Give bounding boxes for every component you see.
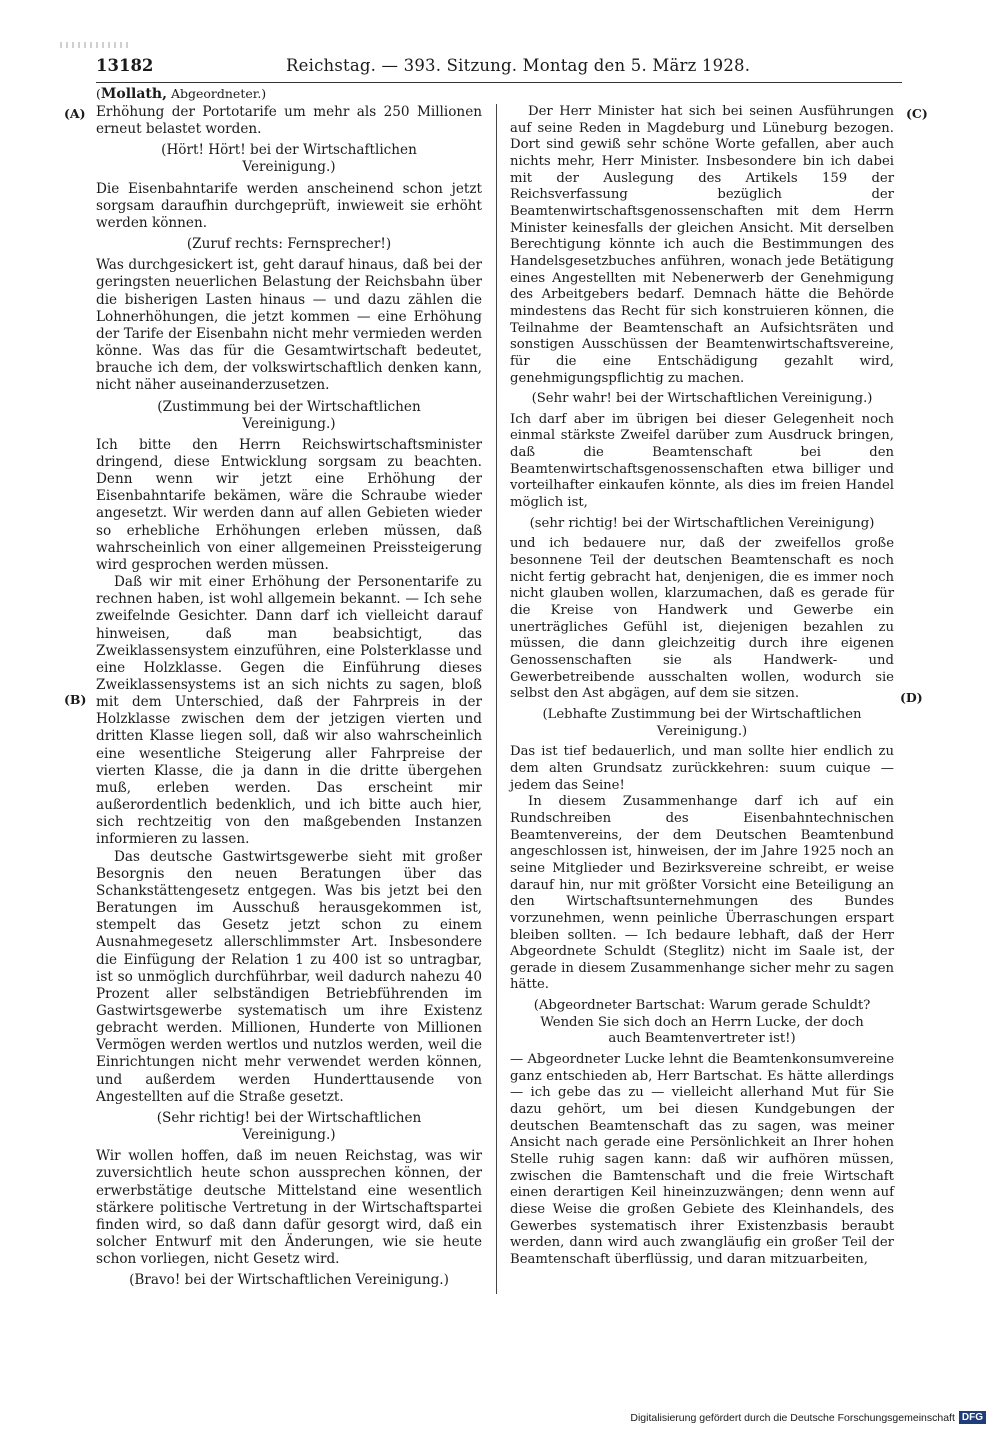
paragraph: Daß wir mit einer Erhöhung der Personentarife zu rechnen haben, ist wohl allgemein bekannt. — Ich sehe zweifelnde Gesichter. Dann darf ich vielleicht darauf hinweisen, daß man beabsichtigt, das Zweiklassensystem einzuführen, eine Polsterklasse und eine Holzklasse. Gegen die Einführung dieses Zweiklassensystems ist an sich nichts zu sagen, bloß mit dem Unterschied, daß der Fahrpreis in der Holzklasse zwischen dem der jetzigen vierten und dritten Klasse liegen soll, daß wir also wahrscheinlich eine wesentliche Steigerung aller Fahrpreise der vierten Klasse, die ja dann in die dritte übergehen muß, erleben werden. Das erscheint mir außerordentlich bedenklich, und ich bitte auch hier, sich rechtzeitig von den maßgebenden Instanzen informieren zu lassen.: [96, 574, 482, 848]
paragraph: Der Herr Minister hat sich bei seinen Ausführungen auf seine Reden in Magdeburg und Lüneburg bezogen. Dort sind gewiß sehr schöne Worte gefallen, aber auch nichts mehr, Herr Minister. Insbesondere bin ich dabei mit der Auslegung des Artikels 159 der Reichsverfassung bezüglich der Beamtenwirtschaftsgenossenschaften mit dem Herrn Minister keinesfalls der gleichen Ansicht. Mit derselben Berechtigung könnte ich auch die Bestimmungen des Handelsgesetzbuches anführen, wonach jede Betätigung eines Angestellten mit Nebenerwerb der Genehmigung des Arbeitgebers bedarf. Demnach hätte die Behörde mindestens das Recht für sich konstruieren können, die Teilnahme der Beamtenschaft an Aufsichtsräten und sonstigen Ausschüssen der Beamtenwirtschaftsvereine, für die eine Entschädigung gezahlt wird, genehmigungspflichtig zu machen.: [510, 104, 894, 386]
scan-speck: [60, 42, 130, 48]
speaker-name: Mollath,: [100, 86, 167, 102]
footer: [630, 1411, 986, 1424]
paragraph: Die Eisenbahntarife werden anscheinend schon jetzt sorgsam daraufhin durchgeprüft, inwieweit sie erhöht werden können.: [96, 180, 482, 231]
paragraph: Das ist tief bedauerlich, und man sollte hier endlich zu dem alten Grundsatz zurückkehren: suum cuique — jedem das Seine!: [510, 744, 894, 793]
running-title: Reichstag. — 393. Sitzung. Montag den 5. März 1928.: [286, 56, 751, 75]
paragraph: Ich darf aber im übrigen bei dieser Gelegenheit noch einmal stärkste Zweifel darüber zum Ausdruck bringen, daß die Beamtenschaft bei den Beamtenwirtschaftsgenossenschaften etwa billiger und vorteilhafter einkaufen könnte, als dies im freien Handel möglich ist,: [510, 411, 894, 511]
footer-credit: Digitalisierung gefördert durch die Deutsche Forschungsgemeinschaft: [630, 1411, 955, 1424]
column-divider: [496, 104, 497, 1294]
interjection: (Bravo! bei der Wirtschaftlichen Vereinigung.): [129, 1272, 449, 1289]
interjection: (Abgeordneter Bartschat: Warum gerade Schuldt? Wenden Sie sich doch an Herrn Lucke, der doch auch Beamtenvertreter ist!): [533, 998, 871, 1047]
interjection: (Zustimmung bei der Wirtschaftlichen Vereinigung.): [157, 398, 421, 432]
margin-marker-d: (D): [900, 690, 923, 705]
header-rule: [96, 82, 902, 83]
speaker-role: Abgeordneter.): [170, 86, 267, 101]
paragraph: Erhöhung der Portotarife um mehr als 250 Millionen erneut belastet worden.: [96, 104, 482, 138]
interjection: (Zuruf rechts: Fernsprecher!): [186, 236, 392, 253]
paragraph: In diesem Zusammenhange darf ich auf ein Rundschreiben des Eisenbahntechnischen Beamtenvereins, der dem Deutschen Beamtenbund angeschlossen ist, hinweisen, der im Jahre 1925 noch an seine Mitglieder und Bezirksvereine schreibt, er weise darauf hin, nur mit größter Vorsicht eine Beteiligung an den Wirtschaftsunternehmungen des Bundes vorzunehmen, wenn peinliche Überraschungen erspart bleiben sollten. — Ich bedaure lebhaft, daß der Herr Abgeordnete Schuldt (Steglitz) nicht im Saale ist, der gerade in diesem Zusammenhange sicher mehr zu sagen hätte.: [510, 794, 894, 993]
dfg-logo: DFG: [959, 1411, 986, 1424]
interjection: (Sehr richtig! bei der Wirtschaftlichen Vereinigung.): [156, 1109, 422, 1144]
margin-marker-b: (B): [64, 692, 87, 707]
right-column: [510, 104, 894, 1269]
interjection: (sehr richtig! bei der Wirtschaftlichen Vereinigung): [529, 515, 875, 531]
paragraph: Wir wollen hoffen, daß im neuen Reichstag, was wir zuversichtlich heute schon aussprechen können, der erwerbstätige deutsche Mittelstand eine wesentlich stärkere politische Vertretung in der Wirtschaftspartei finden wird, so daß dann dafür gesorgt wird, daß ein solcher Entwurf mit den Änderungen, wie sie heute schon vorliegen, nicht Gesetz wird.: [96, 1148, 482, 1268]
paragraph: Ich bitte den Herrn Reichswirtschaftsminister dringend, diese Entwicklung sorgsam zu beachten. Denn wenn wir jetzt eine Erhöhung der Eisenbahntarife bekämen, wäre die Schraube wieder angesetzt. Wir werden dann auf allen Gebieten wieder so erhebliche Erhöhungen erleben müssen, daß wahrscheinlich von einer allgemeinen Preissteigerung wird gesprochen werden müssen.: [96, 436, 482, 573]
paragraph: und ich bedauere nur, daß der zweifellos große besonnene Teil der deutschen Beamtenschaft es noch nicht fertig gebracht hat, denjenigen, die es immer noch nicht glauben wollen, klarzumachen, daß es gerade für die Kreise von Handwerk und Gewerbe ein unerträgliches Gefühl ist, diejenigen bezahlen zu müssen, die dann gleichzeitig durch ihre eigenen Genossenschaften sie als Handwerk- und Gewerbetreibende ausschalten wollen, wodurch sie selbst den Ast abgägen, auf dem sie sitzen.: [510, 536, 894, 702]
paragraph: — Abgeordneter Lucke lehnt die Beamtenkonsumvereine ganz entschieden ab, Herr Bartschat. Es hätte allerdings — ich gebe das zu — vielleicht allerhand Mut für Sie dazu gehört, um bei diesen Kundgebungen der deutschen Beamtenschaft das zu sagen, was meiner Ansicht nach gerade eine Persönlichkeit an Ihrer hohen Stelle ruhig sagen kann: daß wir aufhören müssen, zwischen die Bamtenschaft und die freie Wirtschaft einen derartigen Keil hineinzuzwängen; denn wenn auf diese Weise die großen Gebiete des Kleinhandels, des Gewerbes systematisch ihrer Existenzbasis beraubt werden, dann wird auch zwangläufig ein großer Teil der Beamtenschaft überflüssig, und daran mitzuarbeiten,: [510, 1052, 894, 1267]
interjection: (Hört! Hört! bei der Wirtschaftlichen Vereinigung.): [161, 142, 417, 176]
paragraph: Das deutsche Gastwirtsgewerbe sieht mit großer Besorgnis den neuen Beratungen über das Schankstättengesetz entgegen. Was bis jetzt bei den Beratungen im Ausschuß herausgekommen ist, stempelt das Gesetz jetzt schon zu einem Ausnahmegesetz allerschlimmster Art. Insbesondere die Einfügung der Relation 1 zu 400 ist so untragbar, ist so unmöglich durchführbar, weil dadurch nahezu 40 Prozent aller selbständigen Betriebführenden im Gastwirtsgewerbe systematisch um ihre Existenz gebracht werden. Millionen, Hunderte von Millionen Vermögen werden wertlos und nutzlos werden, weil die Einrichtungen nicht mehr verwendet werden können, und außerdem werden Hunderttausende von Angestellten auf die Straße gesetzt.: [96, 848, 482, 1105]
page-number: 13182: [96, 56, 154, 75]
speaker-bracket: (: [96, 86, 101, 101]
interjection: (Lebhafte Zustimmung bei der Wirtschaftlichen Vereinigung.): [542, 706, 862, 739]
paragraph: Was durchgesickert ist, geht darauf hinaus, daß bei der geringsten neuerlichen Belastung der Reichsbahn über die bisherigen Lasten hinaus — und dazu zählen die Lohnerhöhungen, die jetzt kommen — eine Erhöhung der Tarife der Eisenbahn nicht mehr vermieden werden könne. Was das für die Gesamtwirtschaft bedeutet, brauche ich dem, der volkswirtschaftlich denken kann, nicht näher auseinanderzusetzen.: [96, 257, 482, 394]
page-header: [96, 56, 892, 82]
speaker-line: [96, 86, 266, 102]
margin-marker-a: (A): [64, 106, 86, 121]
left-column: [96, 104, 482, 1293]
margin-marker-c: (C): [906, 106, 928, 121]
interjection: (Sehr wahr! bei der Wirtschaftlichen Vereinigung.): [531, 391, 873, 407]
